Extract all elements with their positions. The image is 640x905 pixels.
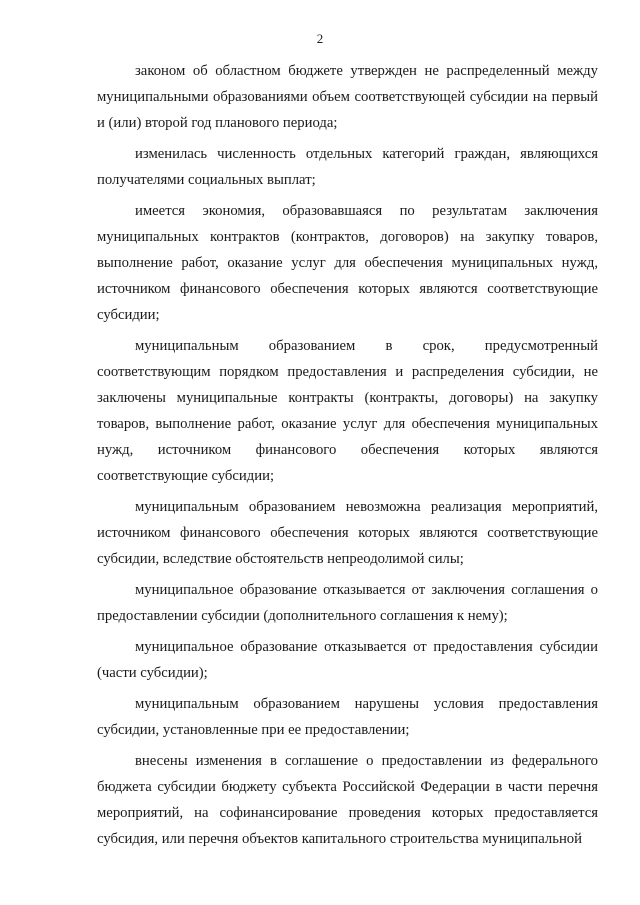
paragraph-refuses-subsidy: муниципальное образование отказывается от предоставления субсидии (части субсидии); <box>97 639 598 681</box>
paragraph-federal-agreement-changes: внесены изменения в соглашение о предоставлении из федерального бюджета субсидии бюджету субъекта Российской Федерации в части перечня мероприятий, на софинансирование проведения которых предоставляется субсидия, или перечня объектов капитального строительства муниципальной <box>97 753 598 847</box>
paragraph-budget-law: законом об областном бюджете утвержден не распределенный между муниципальными образованиями объем соответствующей субсидии на первый и (или) второй год планового периода; <box>97 63 598 131</box>
paragraph-refuses-agreement: муниципальное образование отказывается от заключения соглашения о предоставлении субсидии (дополнительного соглашения к нему); <box>97 582 598 624</box>
paragraph-force-majeure: муниципальным образованием невозможна реализация мероприятий, источником финансового обеспечения которых являются соответствующие субсидии, вследствие обстоятельств непреодолимой силы; <box>97 499 598 567</box>
paragraph-citizen-count: изменилась численность отдельных категорий граждан, являющихся получателями социальных выплат; <box>97 146 598 188</box>
document-body <box>97 58 598 857</box>
paragraph-conditions-violated: муниципальным образованием нарушены условия предоставления субсидии, установленные при ее предоставлении; <box>97 696 598 738</box>
page-number: 2 <box>316 31 324 46</box>
paragraph-contracts-not-concluded: муниципальным образованием в срок, предусмотренный соответствующим порядком предоставления и распределения субсидии, не заключены муниципальные контракты (контракты, договоры) на закупку товаров, выполнение работ, оказание услуг для обеспечения муниципальных нужд, источником финансового обеспечения которых являются соответствующие субсидии; <box>97 338 598 484</box>
paragraph-contract-savings: имеется экономия, образовавшаяся по результатам заключения муниципальных контрактов (контрактов, договоров) на закупку товаров, выполнение работ, оказание услуг для обеспечения муниципальных нужд, источником финансового обеспечения которых являются соответствующие субсидии; <box>97 203 598 323</box>
